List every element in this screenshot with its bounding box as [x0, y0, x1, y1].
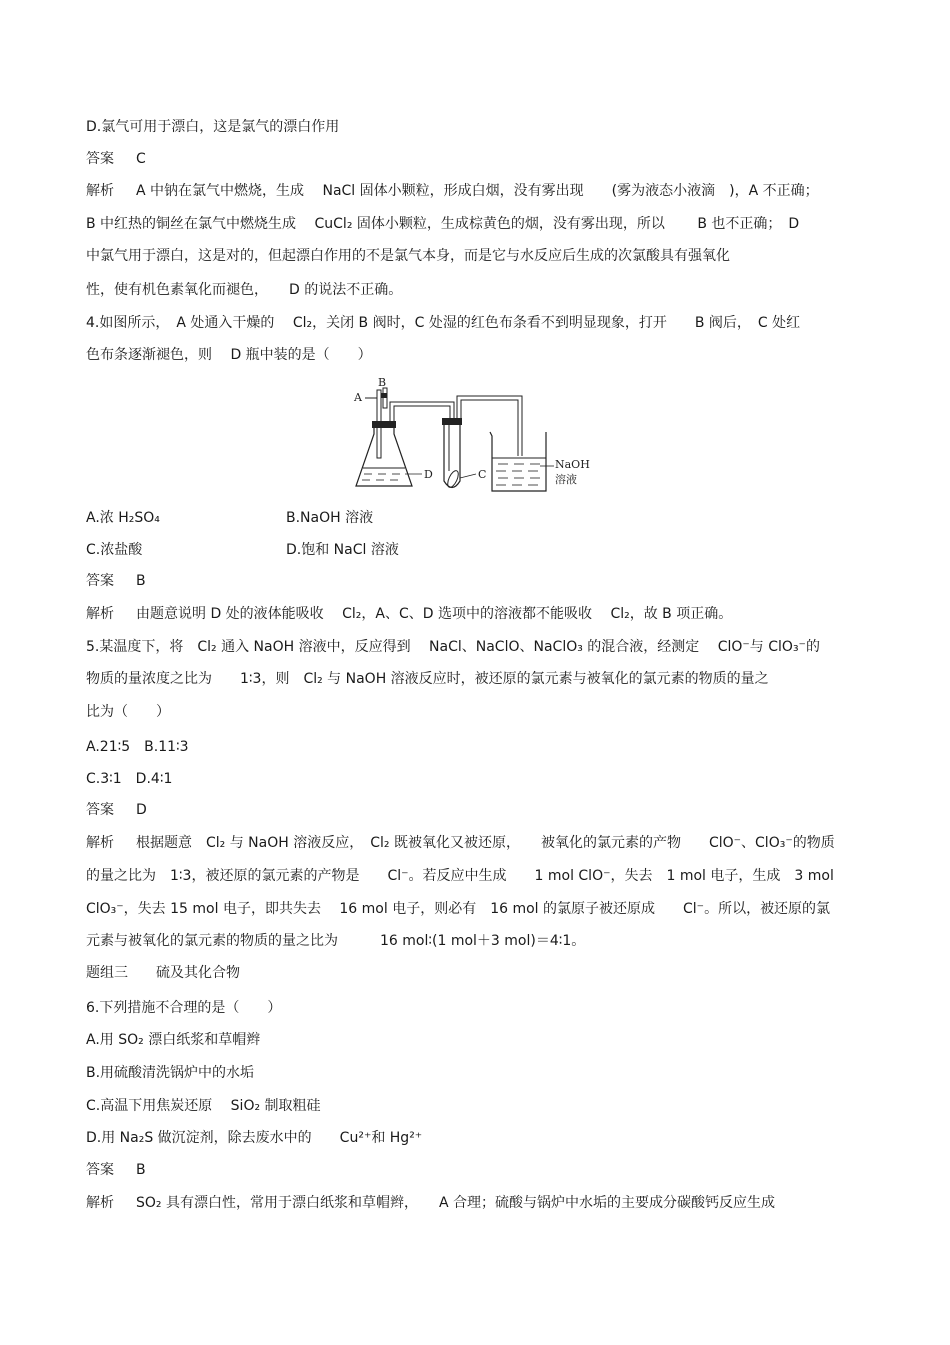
answer-tag: 答案	[86, 573, 114, 589]
q4-options-row-1	[86, 509, 866, 527]
label-a: A	[354, 391, 362, 404]
q5-stem-3: 比为（ ）	[86, 704, 170, 720]
q4-stem-1: 4.如图所示， A 处通入干燥的 Cl₂，关闭 B 阀时，C 处湿的红色布条看不到明显现象，打开 B 阀后， C 处红	[86, 315, 801, 331]
flask-stopper	[372, 421, 396, 428]
q5-explanation-2: 的量之比为 1∶3，被还原的氯元素的产物是 Cl⁻。若反应中生成 1 mol ClO⁻，失去 1 mol 电子，生成 3 mol	[86, 868, 834, 884]
q5-stem-1: 5.某温度下，将 Cl₂ 通入 NaOH 溶液中，反应得到 NaCl、NaClO、NaClO₃ 的混合液，经测定 ClO⁻与 ClO₃⁻的	[86, 639, 820, 655]
q6-answer	[86, 1161, 866, 1179]
q4-option-a: A.浓 H₂SO₄	[86, 510, 160, 526]
answer-value: B	[136, 573, 146, 589]
label-d: D	[424, 468, 433, 481]
answer-value: D	[136, 802, 147, 818]
label-b: B	[378, 376, 387, 389]
q6-explanation	[86, 1194, 866, 1212]
red-cloth-strip	[446, 469, 461, 489]
answer-tag: 答案	[86, 151, 114, 167]
q6-option-d: D.用 Na₂S 做沉淀剂，除去废水中的 Cu²⁺和 Hg²⁺	[86, 1130, 423, 1146]
q5-explanation-3: ClO₃⁻，失去 15 mol 电子，即共失去 16 mol 电子，则必有 16 mol 的氯原子被还原成 Cl⁻。所以，被还原的氯	[86, 901, 831, 917]
apparatus-diagram	[350, 376, 600, 501]
q4-option-b: B.NaOH 溶液	[286, 510, 374, 526]
answer-value: B	[136, 1162, 146, 1178]
explanation-tag: 解析	[86, 183, 114, 199]
explanation-tag: 解析	[86, 1195, 114, 1211]
q6-option-c: C.高温下用焦炭还原 SiO₂ 制取粗硅	[86, 1098, 321, 1114]
test-tube-stopper	[442, 418, 462, 425]
answer-value: C	[136, 151, 146, 167]
q5-explanation-4: 元素与被氧化的氯元素的物质的量之比为 16 mol∶(1 mol＋3 mol)＝4∶1。	[86, 933, 586, 949]
explanation-tag: 解析	[86, 606, 114, 622]
q3-explanation-2: B 中红热的铜丝在氯气中燃烧生成 CuCl₂ 固体小颗粒，生成棕黄色的烟，没有雾出现，所以 B 也不正确； D	[86, 216, 800, 232]
q6-option-a: A.用 SO₂ 漂白纸浆和草帽辫	[86, 1032, 261, 1048]
q3-option-d: D.氯气可用于漂白，这是氯气的漂白作用	[86, 119, 340, 135]
q4-stem-2: 色布条逐渐褪色，则 D 瓶中装的是（ ）	[86, 347, 372, 363]
q4-option-c: C.浓盐酸	[86, 542, 143, 558]
q6-option-b: B.用硫酸清洗锅炉中的水垢	[86, 1065, 255, 1081]
q3-explanation-1	[86, 182, 866, 200]
q5-options-2: C.3∶1 D.4∶1	[86, 771, 173, 787]
connecting-tube-2	[457, 396, 522, 456]
q5-answer	[86, 801, 866, 819]
q4-options-row-2	[86, 541, 866, 559]
q3-answer	[86, 150, 866, 168]
q3-explanation-4: 性，使有机色素氧化而褪色， D 的说法不正确。	[86, 282, 403, 298]
q4-option-d: D.饱和 NaCl 溶液	[286, 542, 399, 558]
q6-stem: 6.下列措施不合理的是（ ）	[86, 1000, 282, 1016]
explanation-text: 由题意说明 D 处的液体能吸收 Cl₂，A、C、D 选项中的溶液都不能吸收 Cl₂，故 B 项正确。	[136, 606, 733, 622]
explanation-text: A 中钠在氯气中燃烧，生成 NaCl 固体小颗粒，形成白烟，没有雾出现 (雾为液态小液滴 )，A 不正确；	[136, 183, 819, 199]
answer-tag: 答案	[86, 802, 114, 818]
answer-tag: 答案	[86, 1162, 114, 1178]
q5-stem-2: 物质的量浓度之比为 1∶3，则 Cl₂ 与 NaOH 溶液反应时，被还原的氯元素与被氧化的氯元素的物质的量之	[86, 671, 769, 687]
q5-explanation-1	[86, 834, 866, 852]
q4-answer	[86, 572, 866, 590]
flask-d	[356, 426, 412, 486]
explanation-text: SO₂ 具有漂白性，常用于漂白纸浆和草帽辫， A 合理；硫酸与锅炉中水垢的主要成分碳酸钙反应生成	[136, 1195, 775, 1211]
explanation-tag: 解析	[86, 835, 114, 851]
q4-explanation	[86, 605, 866, 623]
valve-b	[381, 393, 387, 398]
q5-options-1: A.21∶5 B.11∶3	[86, 739, 189, 755]
label-solution: 溶液	[555, 473, 577, 486]
section-heading: 题组三 硫及其化合物	[86, 965, 240, 981]
label-c: C	[478, 468, 487, 481]
label-naoh: NaOH	[555, 458, 590, 471]
explanation-text: 根据题意 Cl₂ 与 NaOH 溶液反应， Cl₂ 既被氧化又被还原， 被氧化的氯元素的产物 ClO⁻、ClO₃⁻的物质	[136, 835, 835, 851]
q3-explanation-3: 中氯气用于漂白，这是对的，但起漂白作用的不是氯气本身，而是它与水反应后生成的次氯酸具有强氧化	[86, 248, 730, 264]
